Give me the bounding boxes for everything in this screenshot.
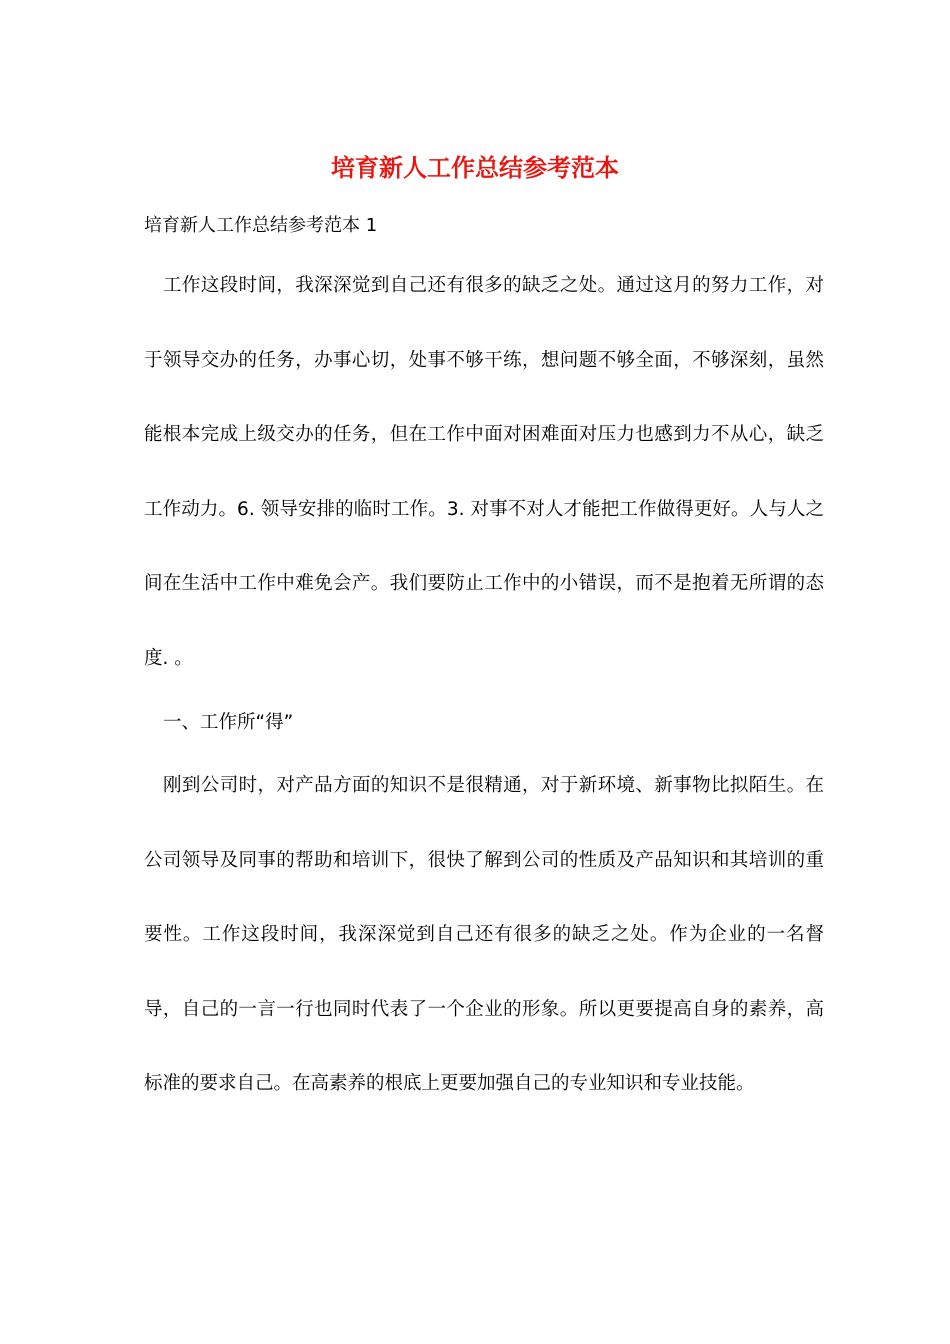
- section-heading: 一、工作所“得”: [163, 712, 294, 733]
- page-title: 培育新人工作总结参考范本: [331, 153, 619, 182]
- body-paragraph: 刚到公司时，对产品方面的知识不是很精通，对于新环境、新事物比拟陌生。在公司领导及同事的帮助和培训下，很快了解到公司的性质及产品知识和其培训的重要性。工作这段时间，我深深觉到自己还有很多的缺乏之处。作为企业的一名督导，自己的一言一行也同时代表了一个企业的形象。所以更要提高自身的素养，高标准的要求自己。在高素养的根底上更要加强自己的专业知识和专业技能。: [144, 775, 824, 1094]
- body-paragraph: 工作这段时间，我深深觉到自己还有很多的缺乏之处。通过这月的努力工作，对于领导交办的任务，办事心切，处事不够干练，想问题不够全面，不够深刻，虽然能根本完成上级交办的任务，但在工作中面对困难面对压力也感到力不从心，缺乏工作动力。6. 领导安排的临时工作。3. 对事不对人才能把工作做得更好。人与人之间在生活中工作中难免会产。我们要防止工作中的小错误，而不是抱着无所谓的态度. 。: [144, 275, 824, 669]
- section-subtitle: 培育新人工作总结参考范本 1: [144, 215, 378, 236]
